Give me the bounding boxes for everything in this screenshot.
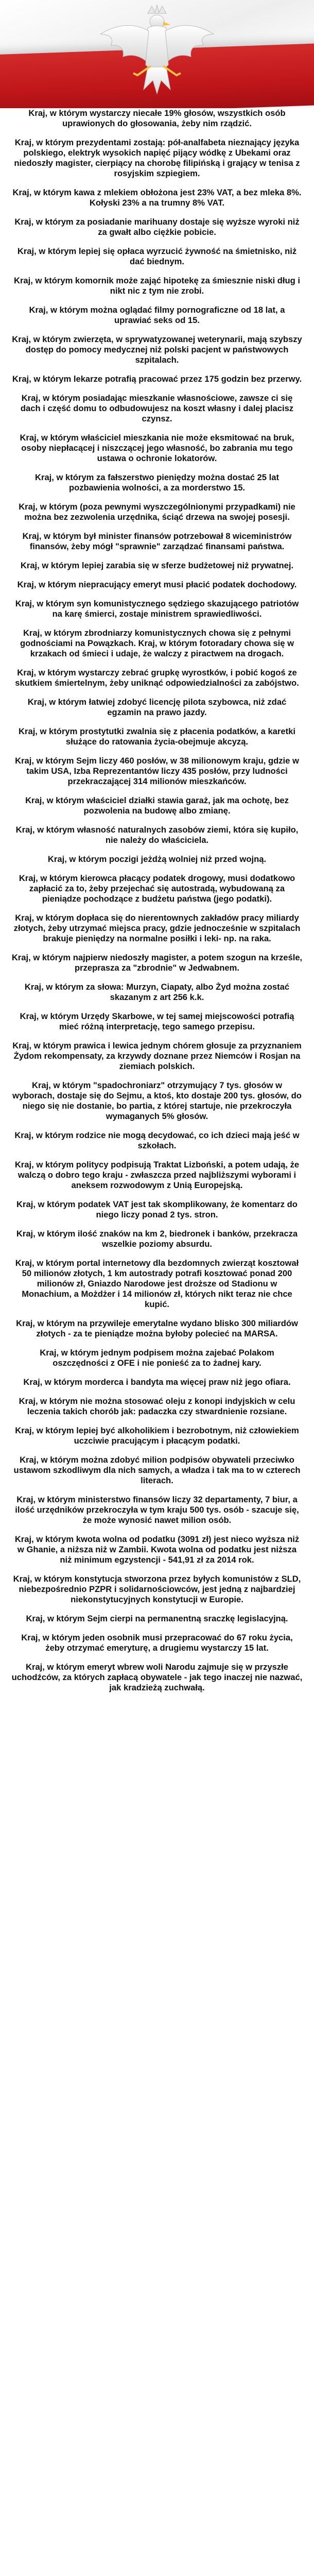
list-item: Kraj, w którym był minister finansów potrzebował 8 wiceministrów finansów, żeby mógł "sprawnie" zarządzać finansami państwa. (22, 531, 292, 551)
list-item: Kraj, w którym nie można stosować oleju z konopi indyjskich w celu leczenia takich chorób jak: padaczka czy stwardnienie rozsiane. (19, 1396, 295, 1416)
list-item: Kraj, w którym dopłaca się do nierentownych zakładów pracy miliardy złotych, żeby utrzymać miejsca pracy, gdzie jednocześnie w szpitalach brakuje pieniędzy na normalne posiłki i leki- np. na raka. (13, 913, 301, 943)
list-item: Kraj, w którym kwota wolna od podatku (3091 zł) jest nieco wyższa niż w Ghanie, a niższa niż w Zambii. Kwota wolna od podatku jest niższa niż minimum egzystencji - 541,91 zł za 2014 rok. (14, 1534, 300, 1565)
list-item: Kraj, w którym ministerstwo finansów liczy 32 departamenty, 7 biur, a ilość urzędników przekroczyła w tym kraju 500 tys. osób - szacuje się, że może wynosić nawet milion osób. (15, 1495, 299, 1525)
list-item: Kraj, w którym ilość znaków na km 2, biedronek i banków, przekracza wszelkie poziomy absurdu. (16, 1229, 298, 1249)
list-item: Kraj, w którym łatwiej zdobyć licencję pilota szybowca, niż zdać egzamin na prawo jazdy. (27, 697, 287, 717)
list-item: Kraj, w którym lepiej się opłaca wyrzucić żywność na śmietnisko, niż dać biednym. (17, 246, 297, 266)
list-item: Kraj, w którym właściciel mieszkania nie może eksmitować na bruk, osoby niepłacącej i niszczącej jego własność, bo zabrania mu tego ustawa o ochronie lokatorów. (20, 433, 294, 463)
list-item: Kraj, w którym morderca i bandyta ma więcej praw niż jego ofiara. (23, 1377, 291, 1387)
list-item: Kraj, w którym poczigi jeżdżą wolniej niż przed wojną. (47, 854, 267, 864)
list-item: Kraj, w którym konstytucja stworzona przez byłych komunistów z SLD, niebezpośrednio PZPR i solidarnościowców, jest jedną z najbardziej niekonstytucyjnych konstytucji w Europie. (13, 1574, 301, 1604)
list-item: Kraj, w którym jeden osobnik musi przepracować do 67 roku życia, żeby otrzymać emeryturę, a drugiemu wystarczy 15 lat. (21, 1633, 293, 1653)
list-item: Kraj, w którym prostytutki zwalnia się z płacenia podatków, a karetki służące do ratowania życia-obejmuje akcyzą. (19, 726, 295, 747)
white-eagle-emblem-icon (80, 3, 234, 106)
list-item: Kraj, w którym na przywileje emerytalne wydano blisko 300 miliardów złotych - za te pieniądze można byłoby polecieć na MARSA. (16, 1318, 298, 1338)
list-item: Kraj, w którym portal internetowy dla bezdomnych zwierząt kosztował 50 milionów złotych, 1 km autostrady potrafi kosztować ponad 200 milionów zł, Gniazdo Narodowe jest droższe od Stadionu w Monachium, a Możdżer i 14 milionów zł, których nikt teraz nie chce kupić. (15, 1258, 299, 1309)
list-item: Kraj, w którym niepracujący emeryt musi płacić podatek dochodowy. (17, 580, 297, 589)
list-item: Kraj, w którym podatek VAT jest tak skomplikowany, że komentarz do niego liczy ponad 2 tys. stron. (16, 1199, 298, 1219)
list-item: Kraj, w którym Sejm cierpi na permanentną sraczkę legislacyjną. (26, 1614, 288, 1623)
list-item: Kraj, w którym właściciel działki stawia garaż, jak ma ochotę, bez pozwolenia na budowę albo zmianę. (25, 795, 289, 816)
list-item: Kraj, w którym syn komunistycznego sędziego skazującego patriotów na karę śmierci, zostaje ministrem sprawiedliwości. (15, 599, 299, 619)
list-item: Kraj, w którym można zdobyć milion podpisów obywateli przeciwko ustawom szkodliwym dla nich samych, a władza i tak ma to w czterech literach. (13, 1455, 301, 1485)
list-item: Kraj, w którym zbrodniarzy komunistycznych chowa się z pełnymi godnościami na Powązkach. Kraj, w którym fotoradary chowa się w krzakach od śmieci i udaje, że walczy z piractwem na drogach. (20, 628, 294, 658)
list-item: Kraj, w którym wystarczy zebrać grupkę wyrostków, i pobić kogoś ze skutkiem śmiertelnym, żeby uniknąć odpowiedzialności za zabójstwo. (15, 668, 299, 688)
list-item: Kraj, w którym (poza pewnymi wyszczególnionymi przypadkami) nie można bez zezwolenia urzędnika, ściąć drzewa na swojej posesji. (19, 502, 295, 522)
list-item: Kraj, w którym można oglądać filmy pornograficzne od 18 lat, a uprawiać seks od 15. (29, 305, 285, 325)
polish-flag-header (0, 0, 314, 108)
list-item: Kraj, w którym prawica i lewica jednym chórem głosuje za przyznaniem Żydom rekompensaty, za krzywdy doznane przez Niemców i Rosjan na ziemiach polskich. (12, 1041, 302, 1071)
list-item: Kraj, w którym jednym podpisem można zajebać Polakom oszczędności z OFE i nie ponieść za to żadnej kary. (40, 1348, 274, 1368)
list-item: Kraj, w którym lepiej zarabia się w sferze budżetowej niż prywatnej. (20, 561, 294, 570)
list-item: Kraj, w którym politycy podpisują Traktat Lizboński, a potem udają, że walczą o dobro tego kraju - zwłaszcza przed najbliższymi wyborami i aneksem rozwodowym z Unią Europejską. (14, 1160, 300, 1190)
list-item: Kraj, w którym Sejm liczy 460 posłów, w 38 milionowym kraju, gdzie w takim USA, Izba Reprezentantów liczy 435 posłów, przy ludności przekraczającej 314 milionów mieszkańców. (15, 756, 299, 786)
list-item: Kraj, w którym kierowca płacący podatek drogowy, musi dodatkowo zapłacić za to, żeby przejechać się autostradą, wybudowaną za pieniądze pochodzące z budżetu państwa (jego podatki). (19, 873, 295, 904)
list-item: Kraj, w którym kawa z mlekiem obłożona jest 23% VAT, a bez mleka 8%. Kołyski 23% a na trumny 8% VAT. (12, 188, 302, 208)
list-item: Kraj, w którym "spadochroniarz" otrzymujący 7 tys. głosów w wyborach, dostaje się do Sejmu, a ktoś, kto dostaje 200 tys. głosów, do niego się nie dostanie, bo partia, z której startuje, nie przekroczyła wymaganych 5% głosów. (12, 1080, 302, 1121)
list-item: Kraj, w którym lepiej być alkoholikiem i bezrobotnym, niż człowiekiem uczciwie pracującym i płacącym podatki. (15, 1426, 299, 1446)
list-item: Kraj, w którym lekarze potrafią pracować przez 175 godzin bez przerwy. (12, 374, 302, 384)
list-item: Kraj, w którym zwierzęta, w sprywatyzowanej weterynarii, mają szybszy dostęp do pomocy medycznej niż polski pacjent w państwowych szpitalach. (12, 334, 302, 365)
list-item: Kraj, w którym za posiadanie marihuany dostaje się wyższe wyroki niż za gwałt albo ciężkie pobicie. (14, 217, 300, 237)
list-item: Kraj, w którym komornik może zająć hipotekę za śmiesznie niski dług i nikt nic z tym nie zrobi. (13, 276, 301, 296)
list-item: Kraj, w którym za fałszerstwo pieniędzy można dostać 25 lat pozbawienia wolności, a za morderstwo 15. (35, 472, 279, 493)
list-item: Kraj, w którym najpierw niedoszły magister, a potem szogun na krześle, przeprasza za "zbrodnie" w Jedwabnem. (11, 953, 303, 973)
list-item: Kraj, w którym prezydentami zostają: pół-analfabeta nieznający języka polskiego, elektryk wysokich napięć pijący wódkę z Ubekami oraz niedoszły magister, cierpiący na chorobę filipińską i grający w tenisa z rosyjskim szpiegiem. (14, 138, 300, 178)
list-item: Kraj, w którym za słowa: Murzyn, Ciapaty, albo Żyd można zostać skazanym z art 256 k.k. (24, 982, 290, 1002)
list-item: Kraj, w którym posiadając mieszkanie własnościowe, zawsze ci się dach i część domu to odbudowujesz na koszt własny i dalej placisz czynsz. (20, 393, 294, 423)
list-item: Kraj, w którym rodzice nie mogą decydować, co ich dzieci mają jeść w szkołach. (14, 1130, 300, 1150)
list-item: Kraj, w którym własność naturalnych zasobów ziemi, która się kupiło, nie należy do właściciela. (15, 825, 299, 845)
content-list (0, 108, 314, 1693)
list-item: Kraj, w którym Urzędy Skarbowe, w tej samej miejscowości potrafią mieć różną interpretację, tego samego przepisu. (20, 1011, 294, 1031)
list-item: Kraj, w którym emeryt wbrew woli Narodu zajmuje się w przyszłe uchodźców, za których zapłacą obywatele - jak tego inaczej nie nazwać, jak kradzieżą zuchwałą. (11, 1662, 303, 1692)
list-item: Kraj, w którym wystarczy niecałe 19% głosów, wszystkich osób uprawionych do głosowania, żeby nim rządzić. (28, 108, 286, 128)
